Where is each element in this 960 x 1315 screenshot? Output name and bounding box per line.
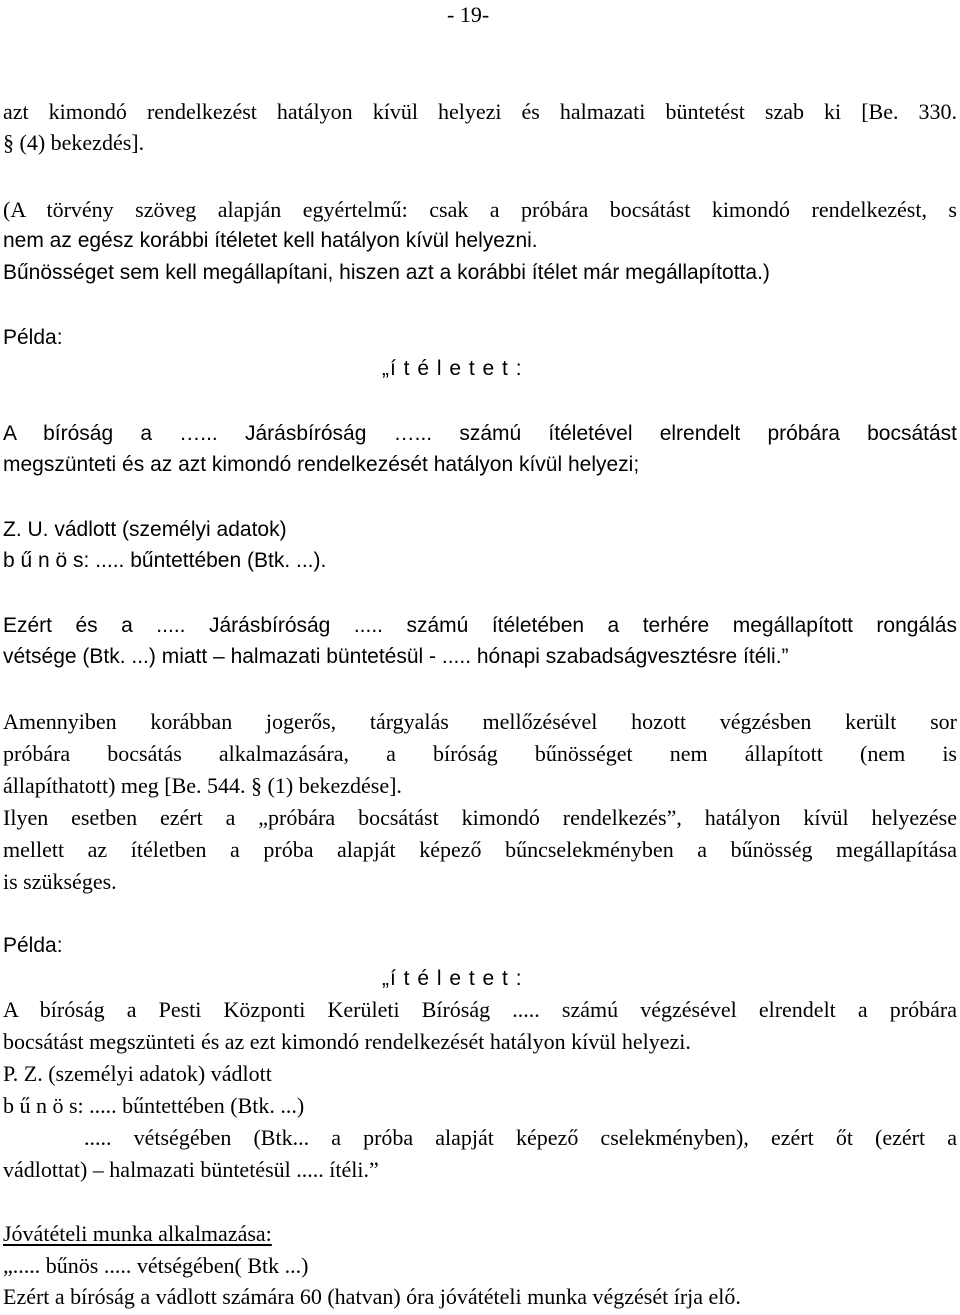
paragraph-line: (A törvény szöveg alapján egyértelmű: csak a próbára bocsátást kimondó rendelkezést, s (3, 197, 957, 222)
page-number: - 19- (447, 2, 490, 27)
paragraph-line: A bíróság a …... Járásbíróság …... számú ítéletével elrendelt próbára bocsátást (3, 422, 957, 445)
paragraph-line: állapíthatott) meg [Be. 544. § (1) bekezdése]. (3, 773, 402, 798)
paragraph-line: P. Z. (személyi adatok) vádlott (3, 1061, 272, 1086)
paragraph-line: bocsátást megszünteti és az ezt kimondó rendelkezését hatályon kívül helyezi. (3, 1029, 691, 1054)
paragraph-line: Z. U. vádlott (személyi adatok) (3, 518, 287, 541)
example-label: Példa: (3, 326, 63, 349)
paragraph-line: azt kimondó rendelkezést hatályon kívül helyezi és halmazati büntetést szab ki [Be. 330. (3, 99, 957, 124)
paragraph-line: „..... bűnös ..... vétségében( Btk ...) (3, 1253, 309, 1278)
paragraph-line: mellett az ítéletben a próba alapját képező bűncselekményben a bűnösség megállapítása (3, 837, 957, 862)
verdict-heading: „í t é l e t e t : (382, 357, 523, 380)
paragraph-line: Ilyen esetben ezért a „próbára bocsátást kimondó rendelkezés”, hatályon kívül helyezése (3, 805, 957, 830)
paragraph-line: Amennyiben korábban jogerős, tárgyalás mellőzésével hozott végzésben került sor (3, 709, 957, 734)
paragraph-line: A bíróság a Pesti Központi Kerületi Bíróság ..... számú végzésével elrendelt a próbára (3, 997, 957, 1022)
paragraph-line: megszünteti és az azt kimondó rendelkezését hatályon kívül helyezi; (3, 453, 640, 476)
paragraph-line: Ezért és a ..... Járásbíróság ..... számú ítéletében a terhére megállapított rongálás (3, 614, 957, 637)
paragraph-line: próbára bocsátás alkalmazására, a bíróság bűnösséget nem állapított (nem is (3, 741, 957, 766)
paragraph-line: vádlottat) – halmazati büntetésül ..... ítéli.” (3, 1157, 379, 1182)
verdict-heading: „í t é l e t e t : (382, 967, 523, 990)
paragraph-line: nem az egész korábbi ítéletet kell hatályon kívül helyezni. (3, 229, 538, 252)
paragraph-line: vétsége (Btk. ...) miatt – halmazati büntetésül - ..... hónapi szabadságvesztésre ítéli.” (3, 645, 789, 668)
paragraph-line: Bűnösséget sem kell megállapítani, hiszen azt a korábbi ítélet már megállapította.) (3, 261, 770, 284)
paragraph-line: ..... vétségében (Btk... a próba alapját képező cselekményben), ezért őt (ezért a (84, 1125, 957, 1150)
paragraph-line: Ezért a bíróság a vádlott számára 60 (hatvan) óra jóvátételi munka végzését írja elő. (3, 1284, 741, 1309)
paragraph-line: is szükséges. (3, 869, 117, 894)
paragraph-line: b ű n ö s: ..... bűntettében (Btk. ...) (3, 1093, 305, 1118)
section-heading: Jóvátételi munka alkalmazása: (3, 1221, 272, 1246)
paragraph-line: b ű n ö s: ..... bűntettében (Btk. ...). (3, 549, 327, 572)
paragraph-line: § (4) bekezdés]. (3, 130, 145, 155)
example-label: Példa: (3, 934, 63, 957)
